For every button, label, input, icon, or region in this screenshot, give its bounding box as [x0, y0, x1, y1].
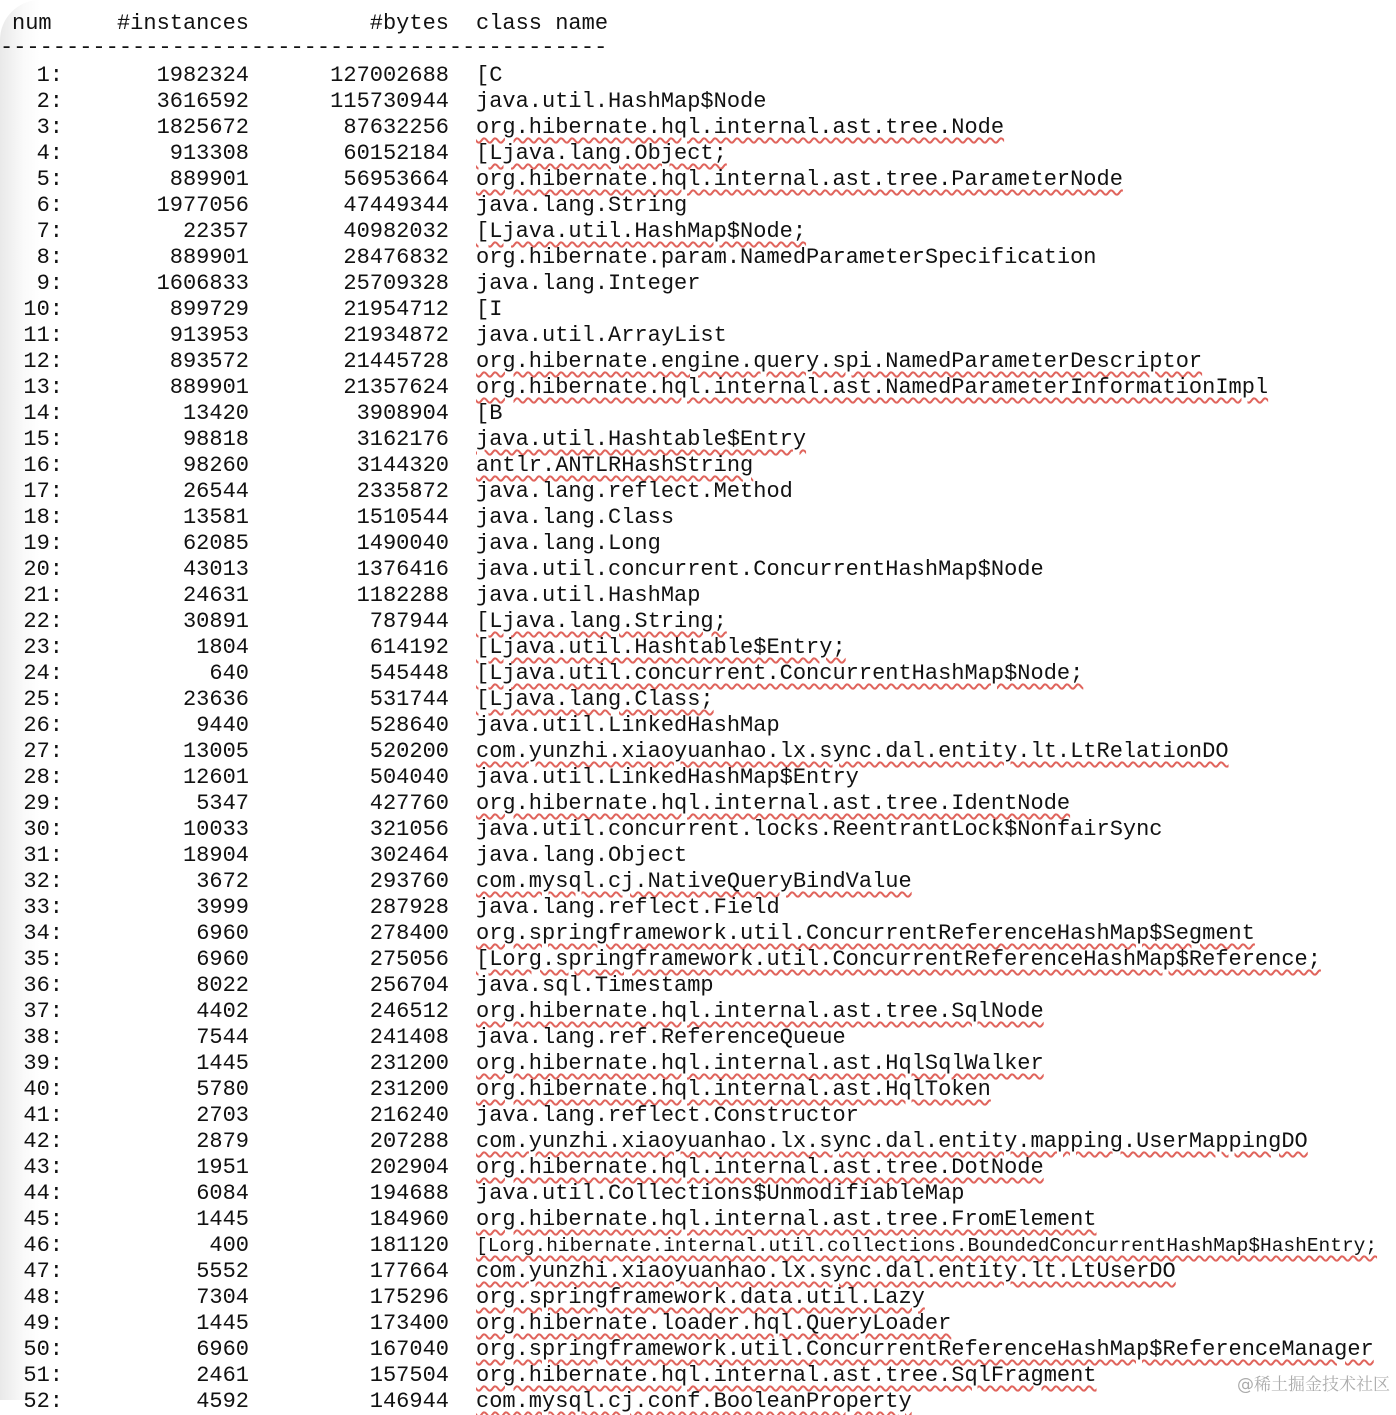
table-row: [0, 1025, 1396, 1051]
row-instances: 2879: [196, 1129, 249, 1154]
row-class-name: org.springframework.util.ConcurrentReferenceHashMap$ReferenceManager: [476, 1337, 1374, 1362]
row-class-name: [Ljava.util.HashMap$Node;: [476, 219, 807, 244]
row-num: 16:: [23, 453, 63, 478]
row-bytes: 3162176: [356, 427, 449, 452]
row-num: 25:: [23, 687, 63, 712]
row-bytes: 256704: [369, 973, 449, 998]
row-instances: 18904: [182, 843, 249, 868]
table-row: [0, 1155, 1396, 1181]
row-num: 20:: [23, 557, 63, 582]
row-bytes: 28476832: [343, 245, 449, 270]
row-bytes: 531744: [369, 687, 449, 712]
row-instances: 913308: [169, 141, 249, 166]
table-row: [0, 1389, 1396, 1415]
row-class-name: org.hibernate.hql.internal.ast.NamedParameterInformationImpl: [476, 375, 1269, 400]
row-class-name: java.util.LinkedHashMap$Entry: [476, 765, 859, 790]
row-instances: 893572: [169, 349, 249, 374]
row-instances: 13005: [182, 739, 249, 764]
row-instances: 1825672: [156, 115, 249, 140]
row-class-name: java.util.HashMap: [476, 583, 701, 608]
row-num: 24:: [23, 661, 63, 686]
row-instances: 1445: [196, 1051, 249, 1076]
table-row: [0, 531, 1396, 557]
row-num: 31:: [23, 843, 63, 868]
row-num: 27:: [23, 739, 63, 764]
row-bytes: 231200: [369, 1077, 449, 1102]
row-class-name: java.lang.reflect.Field: [476, 895, 780, 920]
row-instances: 43013: [182, 557, 249, 582]
table-row: [0, 1233, 1396, 1259]
header-separator: ----------------------------------------------: [0, 35, 608, 60]
row-num: 1:: [36, 63, 63, 88]
row-num: 44:: [23, 1181, 63, 1206]
row-num: 19:: [23, 531, 63, 556]
row-class-name: java.util.HashMap$Node: [476, 89, 767, 114]
row-instances: 889901: [169, 167, 249, 192]
row-class-name: java.util.ArrayList: [476, 323, 727, 348]
row-num: 37:: [23, 999, 63, 1024]
table-row: [0, 479, 1396, 505]
row-instances: 1445: [196, 1207, 249, 1232]
row-instances: 1804: [196, 635, 249, 660]
row-bytes: 545448: [369, 661, 449, 686]
table-row: [0, 739, 1396, 765]
row-num: 9:: [36, 271, 63, 296]
row-num: 43:: [23, 1155, 63, 1180]
row-class-name: org.hibernate.engine.query.spi.NamedParameterDescriptor: [476, 349, 1203, 374]
row-instances: 13581: [182, 505, 249, 530]
row-class-name: org.hibernate.hql.internal.ast.tree.DotNode: [476, 1155, 1044, 1180]
row-num: 38:: [23, 1025, 63, 1050]
row-instances: 62085: [182, 531, 249, 556]
table-row: [0, 245, 1396, 271]
row-instances: 3616592: [156, 89, 249, 114]
row-bytes: 287928: [369, 895, 449, 920]
row-class-name: [Lorg.hibernate.internal.util.collections.BoundedConcurrentHashMap$HashEntry;: [476, 1235, 1378, 1257]
table-row: [0, 843, 1396, 869]
row-class-name: org.hibernate.hql.internal.ast.HqlToken: [476, 1077, 991, 1102]
header-class-name: class name: [476, 11, 609, 36]
row-class-name: org.hibernate.hql.internal.ast.HqlSqlWalker: [476, 1051, 1044, 1076]
row-instances: 6960: [196, 921, 249, 946]
row-bytes: 246512: [369, 999, 449, 1024]
table-row: [0, 375, 1396, 401]
table-row: [0, 453, 1396, 479]
row-num: 32:: [23, 869, 63, 894]
row-bytes: 3908904: [356, 401, 449, 426]
row-class-name: com.yunzhi.xiaoyuanhao.lx.sync.dal.entity.lt.LtUserDO: [476, 1259, 1176, 1284]
row-instances: 13420: [182, 401, 249, 426]
row-instances: 5780: [196, 1077, 249, 1102]
row-class-name: com.mysql.cj.NativeQueryBindValue: [476, 869, 912, 894]
row-num: 50:: [23, 1337, 63, 1362]
row-instances: 30891: [182, 609, 249, 634]
row-num: 6:: [36, 193, 63, 218]
table-row: [0, 1337, 1396, 1363]
table-row: [0, 999, 1396, 1025]
table-row: [0, 765, 1396, 791]
row-class-name: [B: [476, 401, 503, 426]
table-row: [0, 1181, 1396, 1207]
row-num: 2:: [36, 89, 63, 114]
row-class-name: [I: [476, 297, 503, 322]
row-class-name: org.hibernate.hql.internal.ast.tree.Node: [476, 115, 1005, 140]
row-num: 15:: [23, 427, 63, 452]
row-num: 40:: [23, 1077, 63, 1102]
row-class-name: [Ljava.lang.Object;: [476, 141, 727, 166]
row-bytes: 1510544: [356, 505, 449, 530]
row-bytes: 1182288: [356, 583, 449, 608]
row-instances: 2703: [196, 1103, 249, 1128]
table-row: [0, 869, 1396, 895]
row-instances: 98818: [182, 427, 249, 452]
row-bytes: 427760: [369, 791, 449, 816]
row-bytes: 21954712: [343, 297, 449, 322]
row-bytes: 293760: [369, 869, 449, 894]
row-bytes: 207288: [369, 1129, 449, 1154]
row-instances: 6960: [196, 947, 249, 972]
table-row: [0, 349, 1396, 375]
row-bytes: 115730944: [330, 89, 449, 114]
table-row: [0, 947, 1396, 973]
row-instances: 10033: [182, 817, 249, 842]
row-bytes: 614192: [369, 635, 449, 660]
row-num: 35:: [23, 947, 63, 972]
table-row: [0, 1103, 1396, 1129]
row-instances: 22357: [182, 219, 249, 244]
row-bytes: 321056: [369, 817, 449, 842]
table-row: [0, 895, 1396, 921]
row-bytes: 528640: [369, 713, 449, 738]
table-row: [0, 1129, 1396, 1155]
row-class-name: org.hibernate.hql.internal.ast.tree.FromElement: [476, 1207, 1097, 1232]
header-instances: #instances: [116, 11, 249, 36]
row-num: 45:: [23, 1207, 63, 1232]
row-num: 12:: [23, 349, 63, 374]
row-bytes: 21934872: [343, 323, 449, 348]
table-row: [0, 1259, 1396, 1285]
row-num: 18:: [23, 505, 63, 530]
row-class-name: java.lang.String: [476, 193, 688, 218]
row-bytes: 146944: [369, 1389, 449, 1414]
row-class-name: [Ljava.lang.String;: [476, 609, 727, 634]
watermark: @稀土掘金技术社区: [1237, 1375, 1390, 1395]
row-bytes: 241408: [369, 1025, 449, 1050]
table-row: [0, 1311, 1396, 1337]
row-class-name: org.hibernate.loader.hql.QueryLoader: [476, 1311, 952, 1336]
header-bytes: #bytes: [369, 11, 449, 36]
row-instances: 1445: [196, 1311, 249, 1336]
table-row: [0, 89, 1396, 115]
row-class-name: org.hibernate.param.NamedParameterSpecification: [476, 245, 1097, 270]
row-num: 48:: [23, 1285, 63, 1310]
table-row: [0, 401, 1396, 427]
table-row: [0, 1077, 1396, 1103]
row-instances: 1977056: [156, 193, 249, 218]
table-row: [0, 63, 1396, 89]
table-row: [0, 921, 1396, 947]
row-num: 51:: [23, 1363, 63, 1388]
row-class-name: com.mysql.cj.conf.BooleanProperty: [476, 1389, 912, 1414]
row-bytes: 87632256: [343, 115, 449, 140]
row-instances: 889901: [169, 245, 249, 270]
table-row: [0, 557, 1396, 583]
row-num: 28:: [23, 765, 63, 790]
row-bytes: 787944: [369, 609, 449, 634]
row-num: 23:: [23, 635, 63, 660]
row-bytes: 25709328: [343, 271, 449, 296]
row-num: 46:: [23, 1233, 63, 1258]
row-instances: 4592: [196, 1389, 249, 1414]
row-num: 47:: [23, 1259, 63, 1284]
row-bytes: 194688: [369, 1181, 449, 1206]
row-instances: 9440: [196, 713, 249, 738]
row-class-name: java.util.Collections$UnmodifiableMap: [476, 1181, 965, 1206]
row-num: 41:: [23, 1103, 63, 1128]
row-class-name: [Ljava.lang.Class;: [476, 687, 714, 712]
row-bytes: 202904: [369, 1155, 449, 1180]
row-class-name: org.hibernate.hql.internal.ast.tree.SqlNode: [476, 999, 1044, 1024]
row-class-name: java.lang.Object: [476, 843, 688, 868]
row-bytes: 175296: [369, 1285, 449, 1310]
row-num: 39:: [23, 1051, 63, 1076]
row-instances: 23636: [182, 687, 249, 712]
row-class-name: org.springframework.data.util.Lazy: [476, 1285, 925, 1310]
row-num: 33:: [23, 895, 63, 920]
row-class-name: org.hibernate.hql.internal.ast.tree.SqlFragment: [476, 1363, 1097, 1388]
table-row: [0, 1363, 1396, 1389]
row-bytes: 216240: [369, 1103, 449, 1128]
table-row: [0, 115, 1396, 141]
table-row: [0, 1051, 1396, 1077]
row-instances: 5347: [196, 791, 249, 816]
row-instances: 1606833: [156, 271, 249, 296]
row-class-name: java.lang.Class: [476, 505, 675, 530]
header-num: num: [12, 11, 52, 36]
row-class-name: java.sql.Timestamp: [476, 973, 714, 998]
row-num: 17:: [23, 479, 63, 504]
row-bytes: 1490040: [356, 531, 449, 556]
row-class-name: java.lang.Long: [476, 531, 661, 556]
table-row: [0, 141, 1396, 167]
row-num: 49:: [23, 1311, 63, 1336]
table-row: [0, 427, 1396, 453]
row-bytes: 56953664: [343, 167, 449, 192]
row-num: 14:: [23, 401, 63, 426]
table-row: [0, 1285, 1396, 1311]
row-bytes: 520200: [369, 739, 449, 764]
table-row: [0, 167, 1396, 193]
row-num: 5:: [36, 167, 63, 192]
row-num: 42:: [23, 1129, 63, 1154]
table-row: [0, 271, 1396, 297]
row-class-name: java.util.Hashtable$Entry: [476, 427, 807, 452]
row-num: 13:: [23, 375, 63, 400]
row-class-name: java.util.concurrent.ConcurrentHashMap$Node: [476, 557, 1044, 582]
row-instances: 1982324: [156, 63, 249, 88]
row-bytes: 504040: [369, 765, 449, 790]
row-class-name: [Ljava.util.Hashtable$Entry;: [476, 635, 846, 660]
row-instances: 2461: [196, 1363, 249, 1388]
table-row: [0, 687, 1396, 713]
row-instances: 12601: [182, 765, 249, 790]
row-class-name: [Ljava.util.concurrent.ConcurrentHashMap$Node;: [476, 661, 1084, 686]
row-bytes: 275056: [369, 947, 449, 972]
table-row: [0, 583, 1396, 609]
row-num: 7:: [36, 219, 63, 244]
row-bytes: 21357624: [343, 375, 449, 400]
table-row: [0, 1207, 1396, 1233]
row-instances: 3999: [196, 895, 249, 920]
row-class-name: [C: [476, 63, 503, 88]
row-instances: 3672: [196, 869, 249, 894]
row-num: 29:: [23, 791, 63, 816]
row-bytes: 2335872: [356, 479, 449, 504]
table-row: [0, 791, 1396, 817]
row-num: 8:: [36, 245, 63, 270]
row-num: 36:: [23, 973, 63, 998]
row-instances: 5552: [196, 1259, 249, 1284]
row-bytes: 40982032: [343, 219, 449, 244]
row-instances: 24631: [182, 583, 249, 608]
row-num: 10:: [23, 297, 63, 322]
row-num: 21:: [23, 583, 63, 608]
row-bytes: 173400: [369, 1311, 449, 1336]
row-instances: 6084: [196, 1181, 249, 1206]
table-row: [0, 817, 1396, 843]
row-instances: 6960: [196, 1337, 249, 1362]
row-bytes: 127002688: [330, 63, 449, 88]
table-row: [0, 609, 1396, 635]
row-instances: 8022: [196, 973, 249, 998]
row-class-name: com.yunzhi.xiaoyuanhao.lx.sync.dal.entity.mapping.UserMappingDO: [476, 1129, 1308, 1154]
row-num: 30:: [23, 817, 63, 842]
row-class-name: java.lang.ref.ReferenceQueue: [476, 1025, 846, 1050]
row-instances: 98260: [182, 453, 249, 478]
row-class-name: java.util.concurrent.locks.ReentrantLock$NonfairSync: [476, 817, 1163, 842]
row-class-name: org.hibernate.hql.internal.ast.tree.ParameterNode: [476, 167, 1123, 192]
row-bytes: 181120: [369, 1233, 449, 1258]
row-instances: 913953: [169, 323, 249, 348]
row-instances: 400: [209, 1233, 249, 1258]
row-instances: 7544: [196, 1025, 249, 1050]
row-class-name: java.lang.reflect.Constructor: [476, 1103, 859, 1128]
table-row: [0, 505, 1396, 531]
row-num: 4:: [36, 141, 63, 166]
row-num: 26:: [23, 713, 63, 738]
row-class-name: java.util.LinkedHashMap: [476, 713, 780, 738]
row-class-name: com.yunzhi.xiaoyuanhao.lx.sync.dal.entity.lt.LtRelationDO: [476, 739, 1229, 764]
table-row: [0, 661, 1396, 687]
row-bytes: 231200: [369, 1051, 449, 1076]
table-row: [0, 193, 1396, 219]
row-num: 22:: [23, 609, 63, 634]
table-row: [0, 323, 1396, 349]
row-instances: 899729: [169, 297, 249, 322]
table-row: [0, 635, 1396, 661]
row-bytes: 278400: [369, 921, 449, 946]
row-bytes: 60152184: [343, 141, 449, 166]
row-bytes: 21445728: [343, 349, 449, 374]
row-class-name: java.lang.Integer: [476, 271, 701, 296]
row-class-name: org.hibernate.hql.internal.ast.tree.IdentNode: [476, 791, 1071, 816]
row-bytes: 177664: [369, 1259, 449, 1284]
row-class-name: [Lorg.springframework.util.ConcurrentReferenceHashMap$Reference;: [476, 947, 1321, 972]
row-bytes: 47449344: [343, 193, 449, 218]
table-row: [0, 297, 1396, 323]
table-header: [0, 11, 1396, 37]
row-instances: 1951: [196, 1155, 249, 1180]
table-row: [0, 973, 1396, 999]
row-instances: 4402: [196, 999, 249, 1024]
row-instances: 7304: [196, 1285, 249, 1310]
row-num: 11:: [23, 323, 63, 348]
row-bytes: 1376416: [356, 557, 449, 582]
table-row: [0, 219, 1396, 245]
row-bytes: 3144320: [356, 453, 449, 478]
row-class-name: antlr.ANTLRHashString: [476, 453, 754, 478]
table-row: [0, 713, 1396, 739]
row-bytes: 157504: [369, 1363, 449, 1388]
row-bytes: 167040: [369, 1337, 449, 1362]
row-bytes: 302464: [369, 843, 449, 868]
row-bytes: 184960: [369, 1207, 449, 1232]
row-class-name: org.springframework.util.ConcurrentReferenceHashMap$Segment: [476, 921, 1255, 946]
row-num: 52:: [23, 1389, 63, 1414]
row-num: 34:: [23, 921, 63, 946]
row-num: 3:: [36, 115, 63, 140]
row-instances: 889901: [169, 375, 249, 400]
row-instances: 640: [209, 661, 249, 686]
row-instances: 26544: [182, 479, 249, 504]
row-class-name: java.lang.reflect.Method: [476, 479, 793, 504]
